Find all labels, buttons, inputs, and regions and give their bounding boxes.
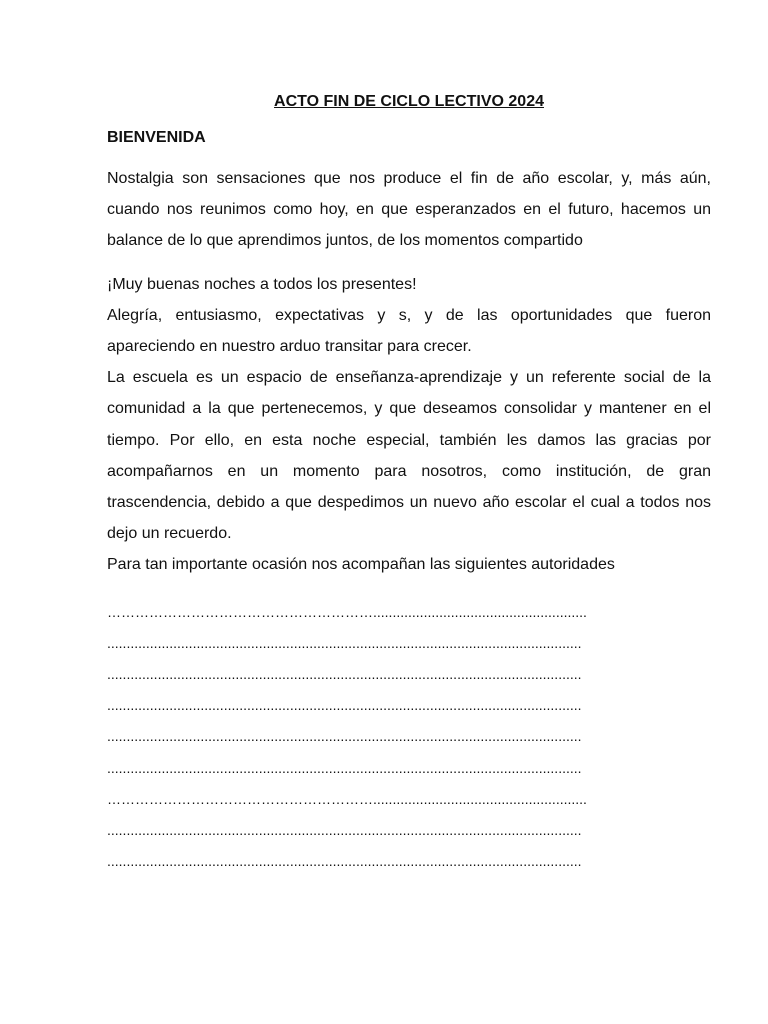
- paragraph-authorities: Para tan importante ocasión nos acompañan las siguientes autoridades: [107, 556, 615, 574]
- blank-line: ..........................................................................................................................: [107, 634, 582, 651]
- paragraph-joy: Alegría, entusiasmo, expectativas y s, y de las oportunidades que fueron apareciendo en nuestro arduo transitar para crecer.: [107, 306, 711, 356]
- section-heading: BIENVENIDA: [107, 129, 206, 146]
- blank-line: ..........................................................................................................................: [107, 759, 582, 776]
- blank-line: ..........................................................................................................................: [107, 697, 582, 714]
- document-page: [107, 90, 711, 877]
- document-title: ACTO FIN DE CICLO LECTIVO 2024: [274, 93, 544, 110]
- paragraph-greeting: ¡Muy buenas noches a todos los presentes!: [107, 275, 417, 293]
- blank-line: ………………………………………………….......................................................: [107, 603, 587, 620]
- blank-line: ..........................................................................................................................: [107, 853, 582, 870]
- blank-line: ..........................................................................................................................: [107, 822, 582, 839]
- blank-line: ..........................................................................................................................: [107, 728, 582, 745]
- authorities-blank-lines: [107, 597, 711, 878]
- paragraph-intro: Nostalgia son sensaciones que nos produce el fin de año escolar, y, más aún, cuando nos reunimos como hoy, en que esperanzados en el futuro, hacemos un balance de lo que aprendimos juntos, de los momentos compartido: [107, 170, 711, 250]
- blank-line: ..........................................................................................................................: [107, 666, 582, 683]
- paragraph-school: La escuela es un espacio de enseñanza-aprendizaje y un referente social de la comunidad a la que pertenecemos, y que deseamos consolidar y mantener en el tiempo. Por ello, en esta noche especial, también les damos las gracias por acompañarnos en un momento para nosotros, como institución, de gran trascendencia, debido a que despedimos un nuevo año escolar el cual a todos nos dejo un recuerdo.: [107, 369, 711, 543]
- blank-line: ………………………………………………….......................................................: [107, 790, 587, 807]
